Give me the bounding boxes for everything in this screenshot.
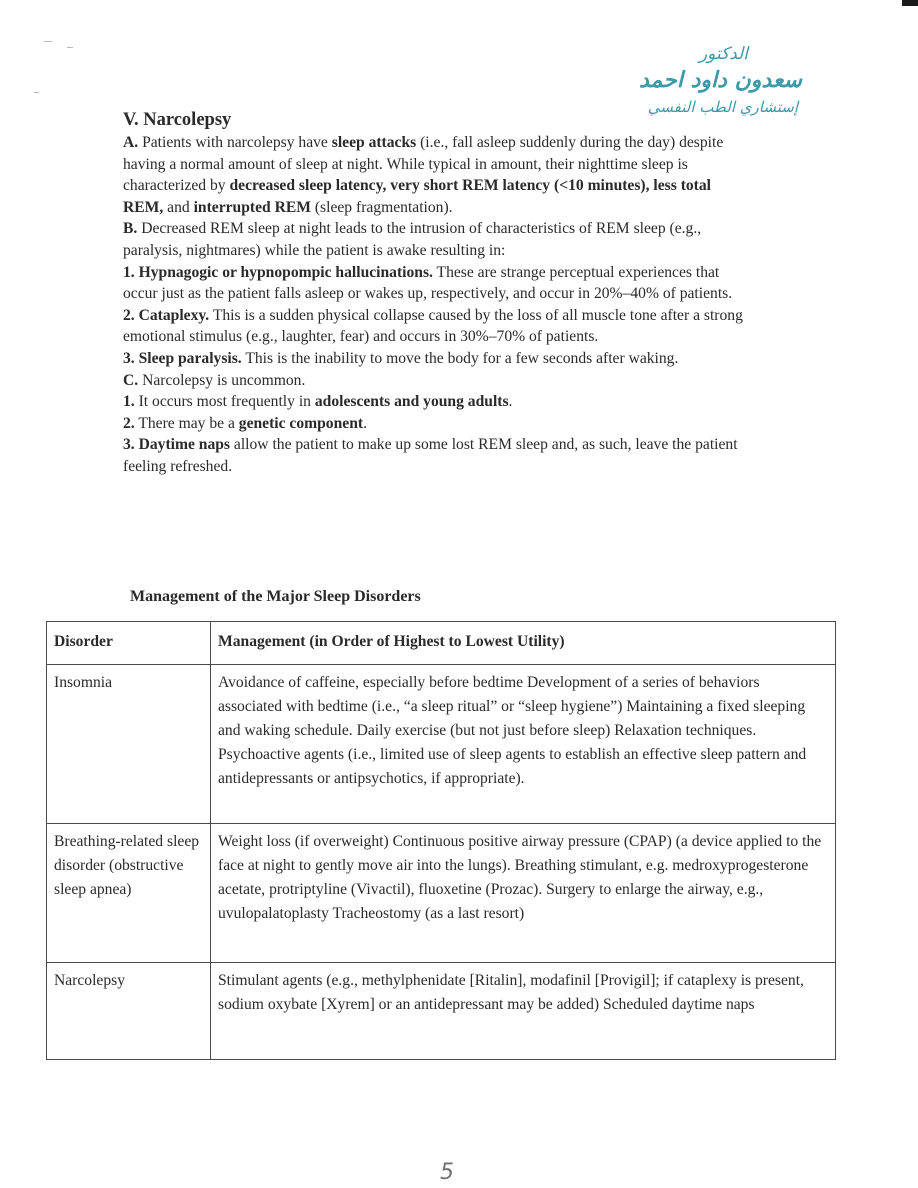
text-run: Decreased REM sleep at night leads to the intrusion of characteristics of REM sleep (e.g., paralysis, nightmares) while the patient is awake resulting in:: [123, 220, 702, 259]
table-row: [47, 824, 836, 963]
text-run: This is a sudden physical collapse caused by the loss of all muscle tone after a strong emotional stimulus (e.g., laughter, fear) and occurs in 30%–70% of patients.: [123, 306, 743, 346]
text-run: Narcolepsy is uncommon.: [138, 371, 306, 389]
text-run: (sleep fragmentation).: [310, 198, 453, 216]
text-run: allow the patient to make up some lost REM sleep and, as such, leave the patient feeling refreshed.: [123, 436, 738, 475]
paragraph: [123, 218, 748, 261]
text-run: There may be a: [134, 414, 239, 432]
paragraph: [123, 370, 748, 392]
table-header-row: [47, 622, 836, 665]
header-disorder: Disorder: [47, 622, 211, 665]
bold-text-run: 3. Sleep paralysis.: [123, 349, 242, 367]
paragraph: [123, 391, 748, 413]
header-management: Management (in Order of Highest to Lowest Utility): [211, 622, 836, 665]
scan-speck: [67, 47, 73, 48]
management-cell: Avoidance of caffeine, especially before bedtime Development of a series of behaviors associated with bedtime (i.e., “a sleep ritual” or “sleep hygiene”) Maintaining a fixed sleeping and waking schedule. Daily exercise (but not just before sleep) Relaxation techniques. Psychoactive agents (i.e., limited use of sleep agents to establish an effective sleep pattern and antidepressants or antipsychotics, if appropriate).: [211, 665, 836, 824]
bold-text-run: C.: [123, 371, 139, 389]
stamp-line-1: الدكتور: [698, 44, 748, 64]
bold-text-run: interrupted REM: [193, 198, 311, 216]
bold-text-run: decreased sleep latency, very short REM latency (<10 minutes), less total REM,: [123, 177, 712, 216]
text-run: and: [163, 198, 194, 216]
disorder-cell: Breathing-related sleep disorder (obstructive sleep apnea): [47, 824, 211, 963]
paragraph: [123, 348, 748, 370]
paragraph: [123, 413, 748, 435]
stamp-line-3: إستشاري الطب النفسي: [647, 98, 798, 116]
scan-speck: [34, 92, 39, 93]
bold-text-run: 1.: [123, 393, 135, 411]
table-row: [47, 963, 836, 1060]
paragraph: [123, 305, 748, 348]
bold-text-run: genetic component: [238, 414, 364, 432]
bold-text-run: 2.: [123, 414, 135, 432]
table-title: Management of the Major Sleep Disorders: [130, 588, 421, 605]
management-cell: Weight loss (if overweight) Continuous positive airway pressure (CPAP) (a device applied to the face at night to gently move air into the lungs). Breathing stimulant, e.g. medroxyprogesterone acetate, protriptyline (Vivactil), fluoxetine (Prozac). Surgery to enlarge the airway, e.g., uvulopalatoplasty Tracheostomy (as a last resort): [211, 824, 836, 963]
paragraph: [123, 262, 748, 305]
scan-speck: [44, 41, 52, 42]
bold-text-run: B.: [123, 220, 138, 238]
disorder-cell: Insomnia: [47, 665, 211, 824]
paragraph: [123, 132, 748, 218]
management-cell: Stimulant agents (e.g., methylphenidate [Ritalin], modafinil [Provigil]; if cataplexy is present, sodium oxybate [Xyrem] or an antidepressant may be added) Scheduled daytime naps: [211, 963, 836, 1060]
page-number: 5: [440, 1160, 454, 1185]
bold-text-run: sleep attacks: [331, 134, 417, 151]
scan-corner-mark: [902, 0, 918, 6]
narcolepsy-section: [123, 108, 748, 478]
text-run: Patients with narcolepsy have: [138, 134, 332, 151]
bold-text-run: adolescents and young adults: [314, 393, 509, 411]
text-run: This is the inability to move the body for a few seconds after waking.: [241, 349, 679, 367]
text-run: (i.e., fall asleep suddenly during the day) despite having a normal amount of sleep at night. While typical in amount, their nighttime sleep is characterized by: [123, 134, 724, 195]
bold-text-run: 3. Daytime naps: [123, 436, 230, 454]
management-table: [46, 621, 836, 1060]
section-title: V. Narcolepsy: [123, 110, 232, 130]
bold-text-run: 2. Cataplexy.: [123, 306, 210, 324]
text-run: .: [508, 393, 513, 411]
text-run: These are strange perceptual experiences that occur just as the patient falls asleep or wakes up, respectively, and occur in 20%–40% of patients.: [123, 263, 733, 303]
section-paragraphs: [123, 132, 748, 478]
text-run: .: [363, 414, 367, 432]
paragraph: [123, 434, 748, 477]
stamp-line-2: سعدون داود احمد: [638, 68, 802, 93]
disorder-cell: Narcolepsy: [47, 963, 211, 1060]
text-run: It occurs most frequently in: [134, 393, 315, 411]
bold-text-run: 1. Hypnagogic or hypnopompic hallucinations.: [123, 263, 433, 281]
table-row: [47, 665, 836, 824]
bold-text-run: A.: [123, 134, 139, 151]
